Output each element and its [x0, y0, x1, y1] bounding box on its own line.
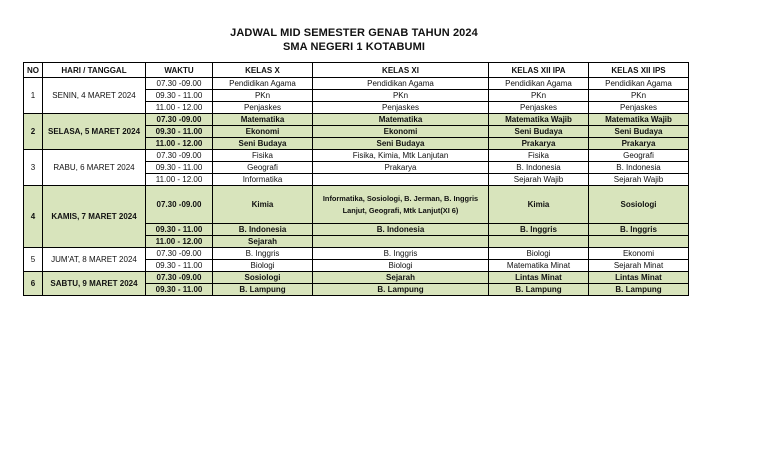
document-title: JADWAL MID SEMESTER GENAB TAHUN 2024 — [230, 27, 478, 39]
day-number: 4 — [24, 186, 43, 248]
day-number: 6 — [24, 272, 43, 296]
kelas-xii-ips-subject: Prakarya — [589, 138, 689, 150]
kelas-x-subject: Penjaskes — [213, 102, 313, 114]
kelas-x-subject: B. Lampung — [213, 284, 313, 296]
kelas-x-subject: Sejarah — [213, 236, 313, 248]
kelas-xii-ipa-subject: Prakarya — [489, 138, 589, 150]
kelas-xii-ips-subject: Lintas Minat — [589, 272, 689, 284]
kelas-xi-subject: Penjaskes — [313, 102, 489, 114]
kelas-xi-subject: Seni Budaya — [313, 138, 489, 150]
time-slot: 11.00 - 12.00 — [146, 236, 213, 248]
table-row — [24, 114, 689, 126]
kelas-xii-ips-subject: Pendidikan Agama — [589, 78, 689, 90]
kelas-xii-ipa-subject: Biologi — [489, 248, 589, 260]
time-slot: 09.30 - 11.00 — [146, 284, 213, 296]
kelas-xii-ips-subject: Sosiologi — [589, 186, 689, 224]
time-slot: 09.30 - 11.00 — [146, 260, 213, 272]
kelas-xii-ipa-subject — [489, 236, 589, 248]
kelas-xi-subject: Prakarya — [313, 162, 489, 174]
table-row — [24, 272, 689, 284]
day-number: 2 — [24, 114, 43, 150]
header-kelas-x: KELAS X — [213, 63, 313, 78]
kelas-xi-subject: Ekonomi — [313, 126, 489, 138]
day-date: RABU, 6 MARET 2024 — [43, 150, 146, 186]
kelas-x-subject: Seni Budaya — [213, 138, 313, 150]
kelas-xi-subject: Fisika, Kimia, Mtk Lanjutan — [313, 150, 489, 162]
kelas-xii-ips-subject: Sejarah Wajib — [589, 174, 689, 186]
kelas-x-subject: Fisika — [213, 150, 313, 162]
day-number: 1 — [24, 78, 43, 114]
kelas-xii-ipa-subject: Kimia — [489, 186, 589, 224]
day-date: SABTU, 9 MARET 2024 — [43, 272, 146, 296]
time-slot: 11.00 - 12.00 — [146, 102, 213, 114]
time-slot: 09.30 - 11.00 — [146, 224, 213, 236]
time-slot: 07.30 -09.00 — [146, 114, 213, 126]
kelas-xii-ips-subject: Geografi — [589, 150, 689, 162]
time-slot: 07.30 -09.00 — [146, 186, 213, 224]
kelas-xi-subject: Biologi — [313, 260, 489, 272]
kelas-xii-ips-subject: Seni Budaya — [589, 126, 689, 138]
day-date: JUM'AT, 8 MARET 2024 — [43, 248, 146, 272]
schedule-body — [24, 78, 689, 296]
kelas-x-subject: Informatika — [213, 174, 313, 186]
kelas-xii-ipa-subject: PKn — [489, 90, 589, 102]
kelas-xi-subject: B. Inggris — [313, 248, 489, 260]
kelas-xii-ipa-subject: Penjaskes — [489, 102, 589, 114]
day-number: 3 — [24, 150, 43, 186]
kelas-x-subject: Ekonomi — [213, 126, 313, 138]
kelas-xi-subject: Sejarah — [313, 272, 489, 284]
kelas-x-subject: B. Inggris — [213, 248, 313, 260]
kelas-xii-ipa-subject: Sejarah Wajib — [489, 174, 589, 186]
day-date: SENIN, 4 MARET 2024 — [43, 78, 146, 114]
kelas-xii-ipa-subject: B. Lampung — [489, 284, 589, 296]
kelas-xi-subject: Pendidikan Agama — [313, 78, 489, 90]
kelas-xii-ipa-subject: B. Inggris — [489, 224, 589, 236]
kelas-xii-ipa-subject: Fisika — [489, 150, 589, 162]
kelas-xi-subject: Matematika — [313, 114, 489, 126]
kelas-xii-ipa-subject: Matematika Minat — [489, 260, 589, 272]
table-row — [24, 150, 689, 162]
kelas-xii-ipa-subject: Seni Budaya — [489, 126, 589, 138]
header-day: HARI / TANGGAL — [43, 63, 146, 78]
table-row — [24, 186, 689, 224]
kelas-xii-ipa-subject: B. Indonesia — [489, 162, 589, 174]
kelas-x-subject: B. Indonesia — [213, 224, 313, 236]
table-row — [24, 248, 689, 260]
day-number: 5 — [24, 248, 43, 272]
kelas-xii-ips-subject: Sejarah Minat — [589, 260, 689, 272]
kelas-xii-ips-subject: B. Indonesia — [589, 162, 689, 174]
kelas-xii-ips-subject: B. Inggris — [589, 224, 689, 236]
kelas-xii-ipa-subject: Lintas Minat — [489, 272, 589, 284]
kelas-x-subject: Pendidikan Agama — [213, 78, 313, 90]
kelas-xii-ips-subject: Matematika Wajib — [589, 114, 689, 126]
header-kelas-xii-ipa: KELAS XII IPA — [489, 63, 589, 78]
time-slot: 11.00 - 12.00 — [146, 174, 213, 186]
kelas-xii-ips-subject — [589, 236, 689, 248]
time-slot: 07.30 -09.00 — [146, 248, 213, 260]
kelas-x-subject: Sosiologi — [213, 272, 313, 284]
header-time: WAKTU — [146, 63, 213, 78]
kelas-x-subject: Geografi — [213, 162, 313, 174]
kelas-xi-subject: Informatika, Sosiologi, B. Jerman, B. Inggris Lanjut, Geografi, Mtk Lanjut(XI 6) — [313, 186, 489, 224]
day-date: KAMIS, 7 MARET 2024 — [43, 186, 146, 248]
time-slot: 11.00 - 12.00 — [146, 138, 213, 150]
time-slot: 07.30 -09.00 — [146, 272, 213, 284]
table-row — [24, 78, 689, 90]
header-kelas-xii-ips: KELAS XII IPS — [589, 63, 689, 78]
time-slot: 09.30 - 11.00 — [146, 90, 213, 102]
school-name: SMA NEGERI 1 KOTABUMI — [282, 41, 426, 53]
kelas-x-subject: PKn — [213, 90, 313, 102]
header-row — [24, 63, 689, 78]
time-slot: 09.30 - 11.00 — [146, 126, 213, 138]
kelas-xii-ips-subject: Ekonomi — [589, 248, 689, 260]
day-date: SELASA, 5 MARET 2024 — [43, 114, 146, 150]
kelas-x-subject: Biologi — [213, 260, 313, 272]
time-slot: 09.30 - 11.00 — [146, 162, 213, 174]
kelas-xii-ips-subject: PKn — [589, 90, 689, 102]
kelas-xii-ips-subject: Penjaskes — [589, 102, 689, 114]
kelas-xi-subject: B. Lampung — [313, 284, 489, 296]
header-kelas-xi: KELAS XI — [313, 63, 489, 78]
kelas-xii-ipa-subject: Matematika Wajib — [489, 114, 589, 126]
kelas-xi-subject: PKn — [313, 90, 489, 102]
kelas-xii-ips-subject: B. Lampung — [589, 284, 689, 296]
header-no: NO — [24, 63, 43, 78]
schedule-table — [23, 62, 689, 296]
kelas-xi-subject — [313, 174, 489, 186]
kelas-xi-subject: B. Indonesia — [313, 224, 489, 236]
kelas-x-subject: Matematika — [213, 114, 313, 126]
time-slot: 07.30 -09.00 — [146, 150, 213, 162]
kelas-x-subject: Kimia — [213, 186, 313, 224]
time-slot: 07.30 -09.00 — [146, 78, 213, 90]
kelas-xi-subject — [313, 236, 489, 248]
kelas-xii-ipa-subject: Pendidikan Agama — [489, 78, 589, 90]
